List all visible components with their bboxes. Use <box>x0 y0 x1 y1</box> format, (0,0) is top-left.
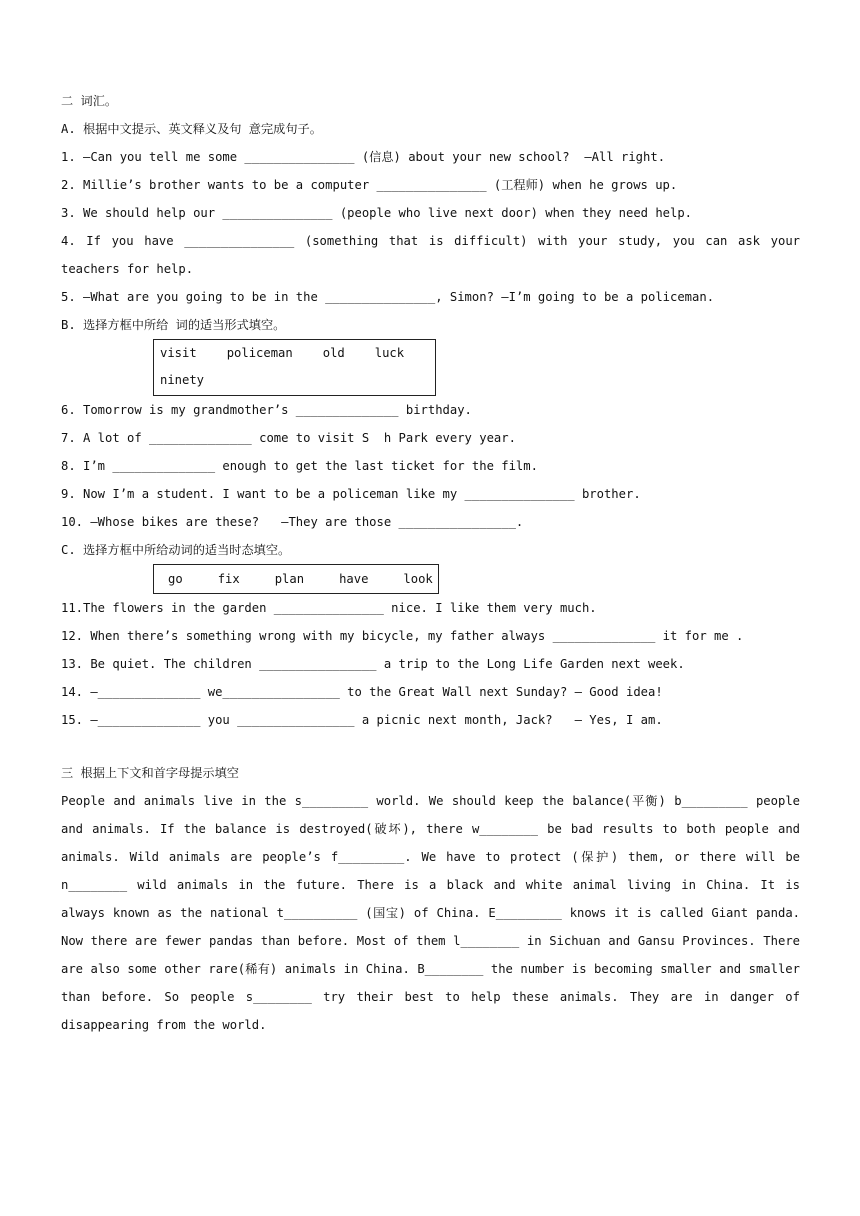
cloze-passage: People and animals live in the s_________ world. We should keep the balance(平衡) b_________ people and animals. If the balance is destroyed(破坏), there w________ be bad results to both people and animals. Wild animals are people’s f_________. We have to protect (保护) them, or there will be n________ wild animals in the future. There is a black and white animal living in China. It is always known as the national t__________ (国宝) of China. E_________ knows it is called Giant panda. Now there are fewer pandas than before. Most of them l________ in Sichuan and Gansu Provinces. There are also some other rare(稀有) animals in China. B________ the number is becoming smaller and smaller than before. So people s________ try their best to help these animals. They are in danger of disappearing from the world. <box>61 794 800 1032</box>
question-1: 1. —Can you tell me some _______________ (信息) about your new school? —All right. <box>61 150 666 164</box>
word-box-c-row <box>160 565 432 593</box>
word-box-word: visit <box>160 346 197 360</box>
section-spacer <box>61 734 800 759</box>
word-box-word: fix <box>217 572 240 586</box>
section-3-title: 三 根据上下文和首字母提示填空 <box>61 766 239 780</box>
question-13: 13. Be quiet. The children ________________ a trip to the Long Life Garden next week. <box>61 657 685 671</box>
word-box-word: ninety <box>160 373 205 387</box>
word-box-word: plan <box>274 572 305 586</box>
part-c-heading: C. 选择方框中所给动词的适当时态填空。 <box>61 543 291 557</box>
question-12: 12. When there’s something wrong with my bicycle, my father always ______________ it for me . <box>61 629 744 643</box>
question-2: 2. Millie’s brother wants to be a computer _______________ (工程师) when he grows up. <box>61 178 678 192</box>
word-box-word: policeman <box>226 346 293 360</box>
word-box-word: old <box>322 346 345 360</box>
question-11: 11.The flowers in the garden _______________ nice. I like them very much. <box>61 601 597 615</box>
word-box-word: look <box>403 572 433 586</box>
question-5: 5. —What are you going to be in the _______________, Simon? —I’m going to be a policeman. <box>61 290 715 304</box>
question-10: 10. —Whose bikes are these? —They are those ________________. <box>61 515 524 529</box>
question-7: 7. A lot of ______________ come to visit S h Park every year. <box>61 431 516 445</box>
part-a-heading: A. 根据中文提示、英文释义及句 意完成句子。 <box>61 122 322 136</box>
worksheet-content <box>61 87 800 1039</box>
word-box-b-row-1 <box>160 340 429 367</box>
word-box-b-row-2 <box>160 367 429 394</box>
section-2-title: 二 词汇。 <box>61 94 118 108</box>
word-box-word: luck <box>374 346 405 360</box>
word-box-word: go <box>168 572 183 586</box>
question-15: 15. —______________ you ________________ a picnic next month, Jack? — Yes, I am. <box>61 713 663 727</box>
question-14: 14. —______________ we________________ to the Great Wall next Sunday? — Good idea! <box>61 685 663 699</box>
question-8: 8. I’m ______________ enough to get the last ticket for the film. <box>61 459 538 473</box>
part-b-heading: B. 选择方框中所给 词的适当形式填空。 <box>61 318 286 332</box>
question-3: 3. We should help our _______________ (people who live next door) when they need help. <box>61 206 693 220</box>
word-box-b <box>153 339 436 396</box>
question-9: 9. Now I’m a student. I want to be a policeman like my _______________ brother. <box>61 487 641 501</box>
question-6: 6. Tomorrow is my grandmother’s ______________ birthday. <box>61 403 472 417</box>
word-box-c <box>153 564 439 594</box>
question-4: 4. If you have _______________ (something that is difficult) with your study, you can ask your teachers for help. <box>61 234 800 276</box>
word-box-word: have <box>339 572 369 586</box>
